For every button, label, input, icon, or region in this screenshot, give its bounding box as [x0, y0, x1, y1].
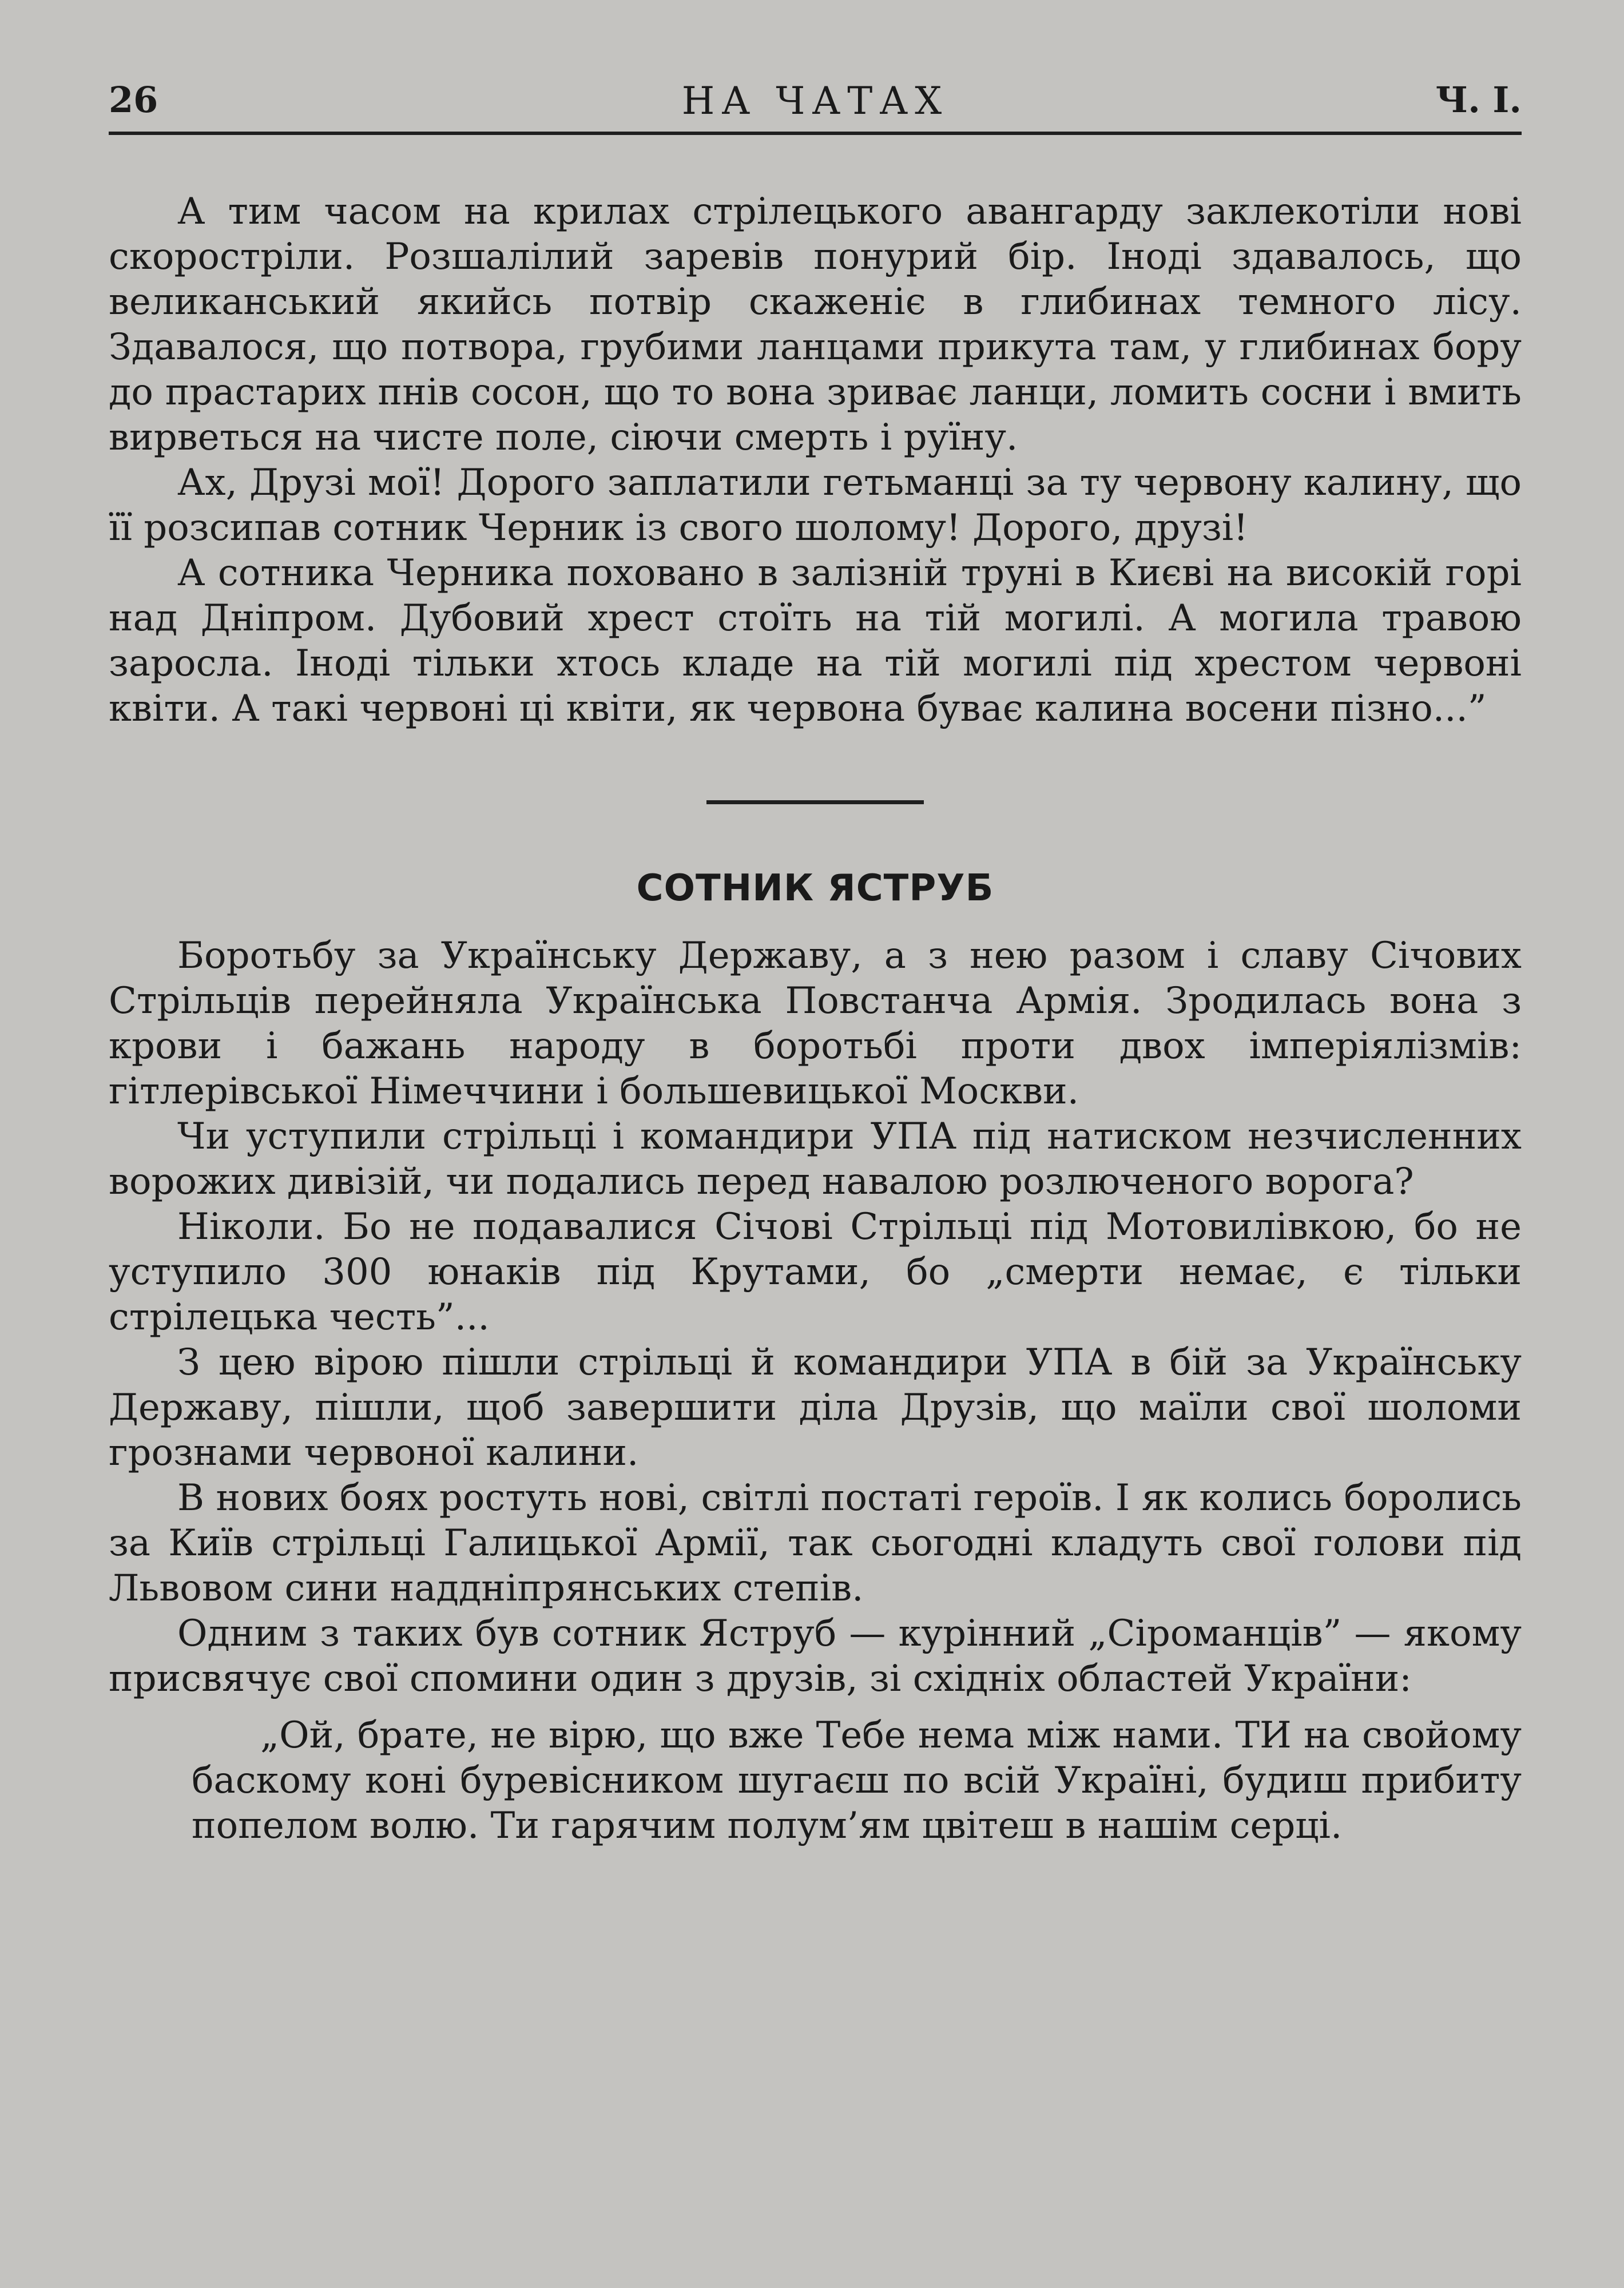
running-header [109, 74, 1522, 135]
page-number: 26 [109, 79, 158, 121]
quote-text: „Ой, брате, не вірю, що вже Тебе нема між нами. ТИ на свойому баскому коні буревісником шугаєш по всій Україні, будиш прибиту попелом волю. Ти гарячим полум’ям цвітеш в нашім серці. [192, 1714, 1522, 1847]
paragraph: Боротьбу за Українську Державу, а з нею разом і славу Січових Стрільців перейняла Українська Повстанча Армія. Зродилась вона з крови і бажань народу в боротьбі проти двох імперіялізмів: гітлерівської Німеччини і большевицької Москви. [109, 935, 1522, 1113]
book-title: НА ЧАТАХ [681, 79, 949, 123]
part-label: Ч. І. [1435, 79, 1522, 121]
section-title: СОТНИК ЯСТРУБ [636, 867, 994, 909]
paragraph: Одним з таких був сотник Яструб — курінний „Сіроманців” — якому присвячує свої спомини один з друзів, зі східніх областей України: [109, 1612, 1522, 1700]
intro-text [109, 189, 1522, 732]
paragraph: Чи уступили стрільці і командири УПА під натиском незчисленних ворожих дивізій, чи подались перед навалою розлюченого ворога? [109, 1115, 1522, 1203]
section-text [109, 934, 1522, 1702]
paragraph: А сотника Черника поховано в залізній труні в Києві на високій горі над Дніпром. Дубовий хрест стоїть на тій могилі. А могила травою заросла. Іноді тільки хтось кладе на тій могилі під хрестом червоні квіти. А такі червоні ці квіти, як червона буває калина восени пізно...” [109, 552, 1522, 730]
book-page [109, 74, 1522, 1849]
paragraph: А тим часом на крилах стрілецького авангарду заклекотіли нові скоростріли. Розшалілий заревів понурий бір. Іноді здавалось, що великанський якийсь потвір скаженіє в глибинах темного лісу. Здавалося, що потвора, грубими ланцами прикута там, у глибинах бору до прастарих пнів сосон, що то вона зриває ланци, ломить сосни і вмить вирветься на чисте поле, сіючи смерть і руїну. [109, 190, 1522, 459]
paragraph: Ах, Друзі мої! Дорого заплатили гетьманці за ту червону калину, що її розсипав сотник Черник із свого шолому! Дорого, друзі! [109, 462, 1522, 549]
paragraph: Ніколи. Бо не подавалися Січові Стрільці під Мотовилівкою, бо не уступило 300 юнаків під Крутами, бо „смерти немає, є тільки стрілецька честь”... [109, 1206, 1522, 1338]
paragraph: З цею вірою пішли стрільці й командири УПА в бій за Українську Державу, пішли, щоб завершити діла Друзів, що маїли свої шоломи грознами червоної калини. [109, 1341, 1522, 1474]
section-divider [706, 800, 924, 804]
block-quote [192, 1713, 1522, 1849]
paragraph: В нових боях ростуть нові, світлі постаті героїв. І як колись боролись за Київ стрільці Галицької Армії, так сьогодні кладуть свої голови під Львовом сини наддніпрянських степів. [109, 1477, 1522, 1610]
